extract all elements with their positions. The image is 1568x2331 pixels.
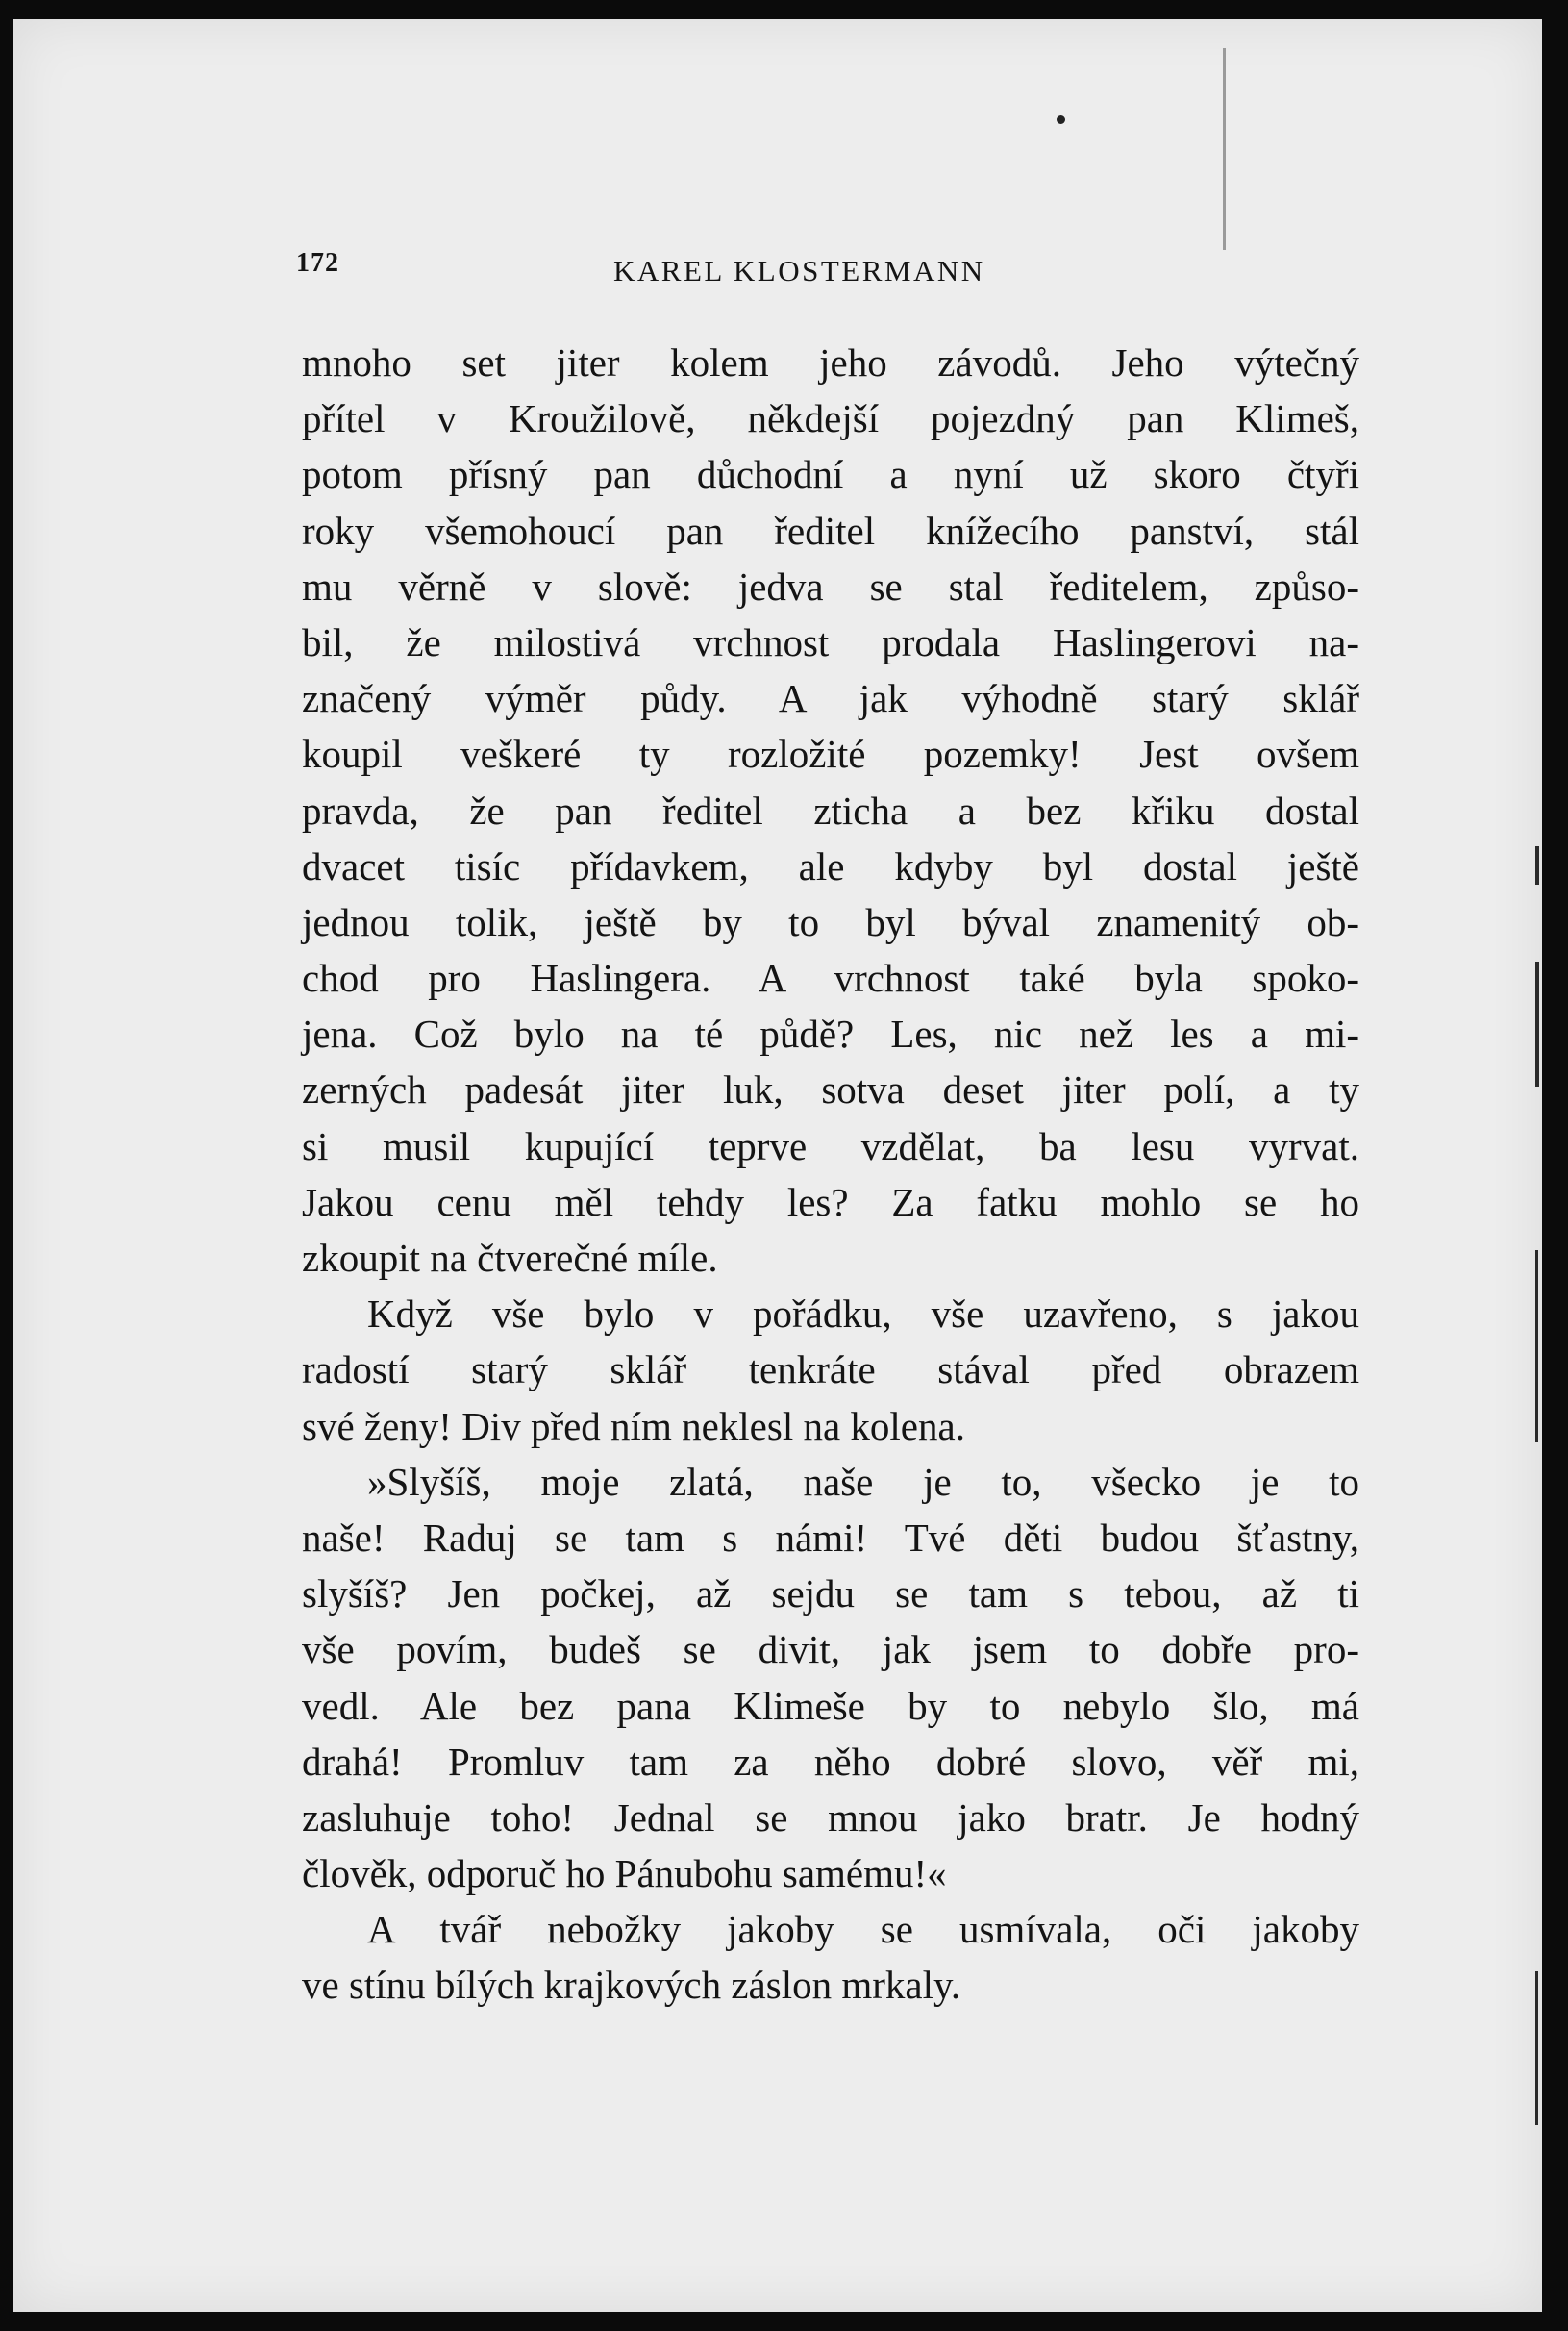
text-line: potom přísný pan důchodní a nyní už skoro čtyři — [302, 452, 1359, 497]
text-line: radostí starý sklář tenkráte stával před obrazem — [302, 1347, 1359, 1392]
page-number: 172 — [296, 248, 339, 278]
text-line: jena. Což bylo na té půdě? Les, nic než les a mi- — [302, 1012, 1359, 1057]
text-line: své ženy! Div před ním neklesl na kolena. — [302, 1403, 965, 1448]
text-line: vedl. Ale bez pana Klimeše by to nebylo šlo, má — [302, 1683, 1359, 1728]
text-line: A tvář nebožky jakoby se usmívala, oči jakoby — [367, 1907, 1359, 1952]
text-line: slyšíš? Jen počkej, až sejdu se tam s tebou, až ti — [302, 1571, 1359, 1617]
scan-artifact-line — [1223, 48, 1226, 250]
text-line: mu věrně v slově: jedva se stal ředitelem, způso- — [302, 564, 1359, 609]
text-line: jednou tolik, ještě by to byl býval znamenitý ob- — [302, 899, 1359, 944]
page-edge-mark — [1535, 846, 1539, 885]
text-line: mnoho set jiter kolem jeho závodů. Jeho výtečný — [302, 340, 1359, 385]
text-line: vše povím, budeš se divit, jak jsem to dobře pro- — [302, 1627, 1359, 1672]
text-line: si musil kupující teprve vzdělat, ba lesu vyrvat. — [302, 1123, 1359, 1168]
text-line: zkoupit na čtverečné míle. — [302, 1236, 718, 1280]
page-edge-mark — [1535, 1250, 1538, 1442]
page-edge-mark — [1535, 1971, 1538, 2125]
text-line: bil, že milostivá vrchnost prodala Haslingerovi na- — [302, 619, 1359, 664]
text-line: zasluhuje toho! Jednal se mnou jako bratr. Je hodný — [302, 1794, 1359, 1840]
text-line: dvacet tisíc přídavkem, ale kdyby byl dostal ještě — [302, 843, 1359, 889]
text-line: ve stínu bílých krajkových záslon mrkaly. — [302, 1963, 961, 2008]
text-line: člověk, odporuč ho Pánubohu samému!« — [302, 1851, 947, 1896]
text-line: přítel v Kroužilově, někdejší pojezdný pan Klimeš, — [302, 396, 1359, 441]
text-line: Když vše bylo v pořádku, vše uzavřeno, s jakou — [367, 1291, 1359, 1337]
text-line: koupil veškeré ty rozložité pozemky! Jest ovšem — [302, 732, 1359, 777]
running-head: KAREL KLOSTERMANN — [613, 254, 985, 288]
text-line: zerných padesát jiter luk, sotva deset jiter polí, a ty — [302, 1067, 1359, 1113]
text-line: chod pro Haslingera. A vrchnost také byla spoko- — [302, 956, 1359, 1001]
text-line: značený výměr půdy. A jak výhodně starý sklář — [302, 676, 1359, 721]
text-line: »Slyšíš, moje zlatá, naše je to, všecko je to — [367, 1459, 1359, 1504]
text-line: roky všemohoucí pan ředitel knížecího panství, stál — [302, 508, 1359, 553]
text-line: drahá! Promluv tam za něho dobré slovo, věř mi, — [302, 1739, 1359, 1784]
text-line: pravda, že pan ředitel zticha a bez křiku dostal — [302, 788, 1359, 833]
text-line: naše! Raduj se tam s námi! Tvé děti budou šťastny, — [302, 1515, 1359, 1560]
body-text — [302, 335, 1359, 2014]
scan-artifact-dot — [1057, 115, 1065, 124]
text-line: Jakou cenu měl tehdy les? Za fatku mohlo se ho — [302, 1179, 1359, 1224]
page-header — [296, 248, 1027, 296]
page-edge-mark — [1535, 962, 1539, 1087]
